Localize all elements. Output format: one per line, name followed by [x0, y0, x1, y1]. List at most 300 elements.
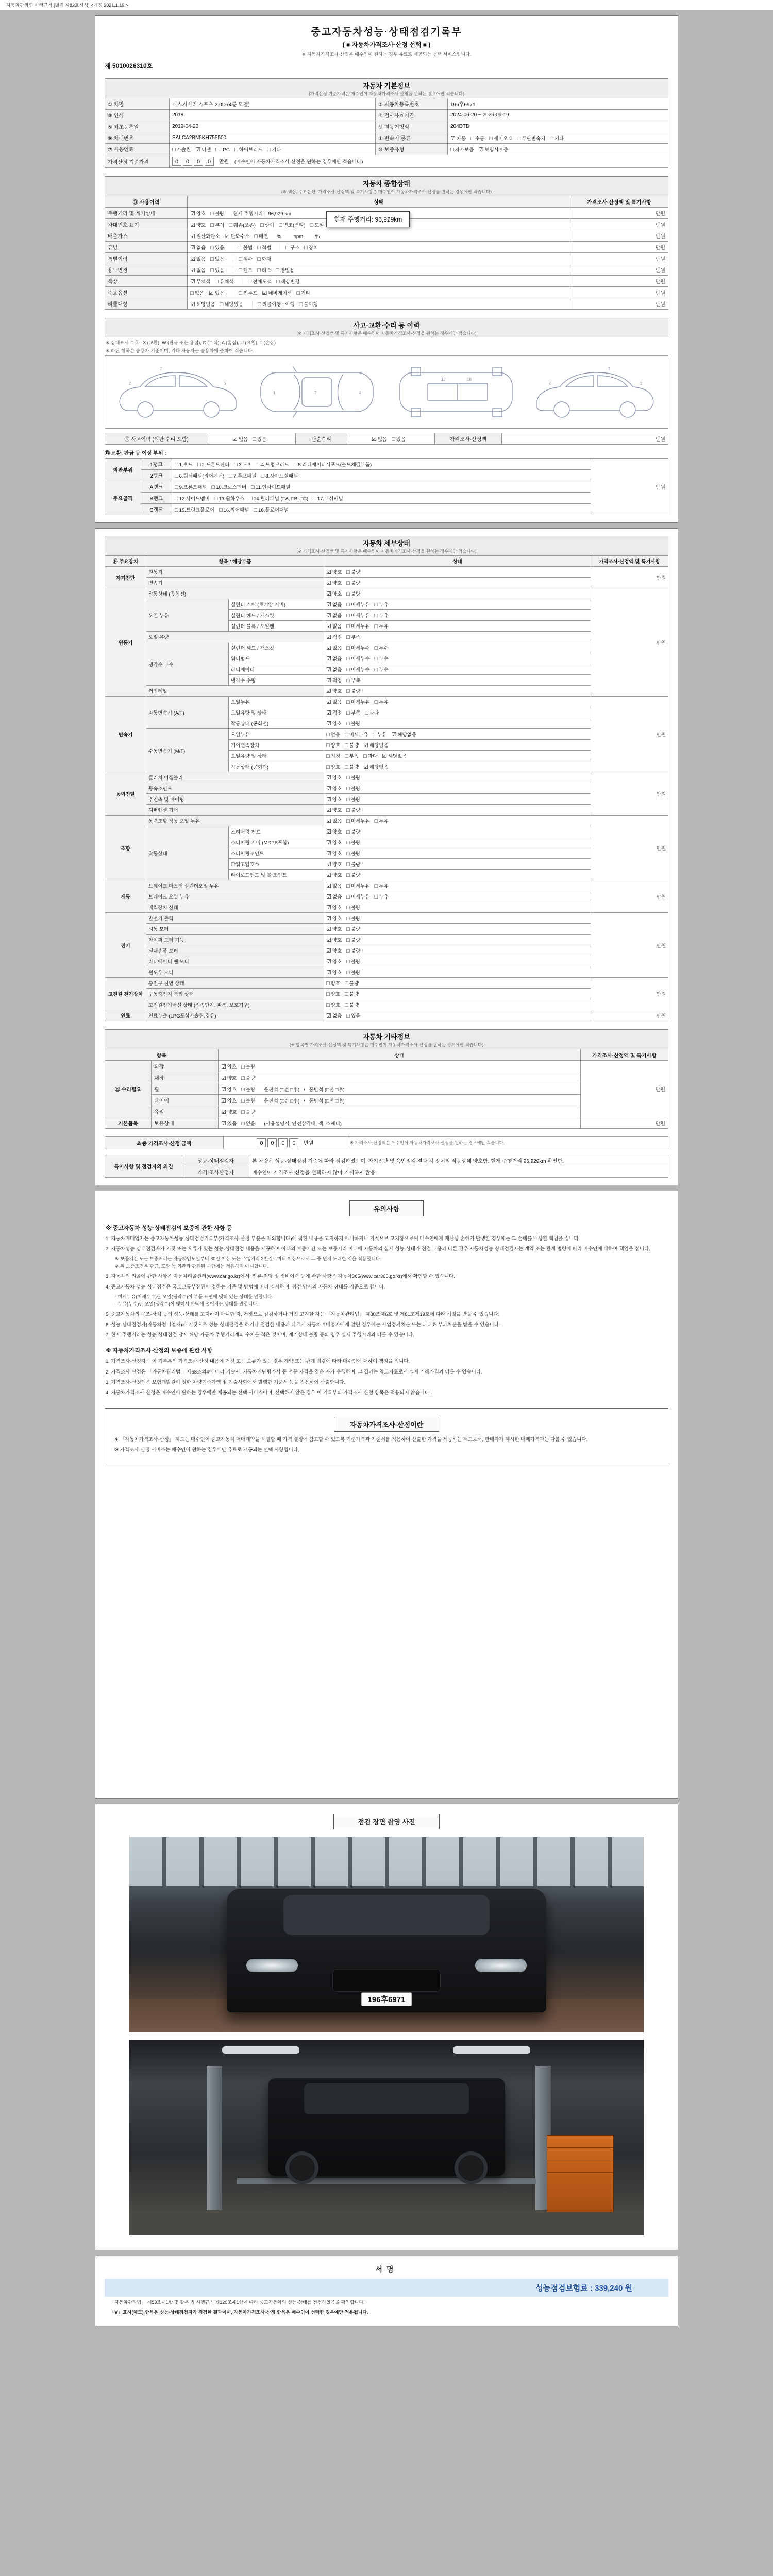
detail-row — [105, 794, 668, 805]
checkbox-glyph: □ — [470, 135, 474, 142]
checkbox-glyph: □ — [346, 623, 350, 630]
inspection-photo-front — [129, 1837, 644, 2032]
item-name: 커먼레일 — [146, 686, 324, 697]
checkbox-unchecked: □ 없음 — [241, 1120, 256, 1127]
etc-item-label: 휠 — [152, 1083, 219, 1095]
rear-wheel-left — [285, 2151, 318, 2184]
checkbox-unchecked: □ 불량 — [345, 1002, 359, 1008]
etc-item-state — [219, 1095, 581, 1106]
item-state — [324, 653, 591, 664]
checkbox-checked: ☑ 없음 — [326, 894, 342, 900]
checkbox-checked: ☑ 없음 — [190, 244, 206, 251]
panel-items — [172, 493, 591, 504]
insurance-fee-amount: 339,240 원 — [595, 2284, 632, 2293]
item-name: 연료누출 (LPG포함가솔린,경유) — [146, 1010, 324, 1021]
item-name: 동력조향 작동 오일 누유 — [146, 816, 324, 826]
checkbox-unchecked: □ 17.대쉬패널 — [313, 495, 343, 502]
checkbox-glyph: ☑ — [326, 580, 331, 586]
checkbox-unchecked: □ 불량 — [241, 1086, 256, 1093]
device-name: 동력전달 — [105, 772, 146, 816]
final-price-table — [105, 1136, 668, 1149]
checkbox-glyph: ☑ — [190, 244, 195, 251]
checkbox-glyph: □ — [346, 883, 350, 889]
usage-history-row — [105, 298, 668, 310]
checkbox-glyph: □ — [392, 436, 395, 443]
checkbox-unchecked: □ 누유 — [374, 613, 389, 619]
col-usage-history: ⑪ 사용이력 — [105, 196, 188, 208]
item-state — [324, 913, 591, 924]
item-state — [324, 859, 591, 870]
checkbox-glyph: □ — [234, 461, 238, 468]
checkbox-glyph: ☑ — [450, 135, 456, 142]
notice-item: 2. 가격조사·산정은 「자동차관리법」 제58조의4에 따라 기술사, 자동차진단평가사 등 전문 자격을 갖춘 자가 수행하며, 그 결과는 참고자료로서 실제 거래가격과 다를 수 있습니다. — [106, 1369, 482, 1375]
vin-label: ⑥ 차대번호 — [105, 132, 170, 144]
item-name: 변속기 — [146, 578, 324, 588]
checkbox-unchecked: □ 기타 — [296, 290, 311, 296]
table-row — [105, 121, 668, 132]
notice-item: 6. 성능·상태점검자(자동차정비업자)가 거짓으로 성능·상태점검을 하거나 점검한 내용과 다르게 자동차매매업자에게 알린 경우에는 사업정지처분 또는 과태료 부과처분을 받을 수 있습니다. — [106, 1321, 500, 1328]
checkbox-glyph: ☑ — [478, 146, 484, 153]
checkbox-glyph: □ — [276, 278, 280, 285]
usage-history-row — [105, 253, 668, 264]
etc-header — [105, 1029, 668, 1049]
detail-row — [105, 697, 668, 707]
checkbox-glyph: ☑ — [326, 916, 331, 922]
notice-item: 1. 가격조사·산정자는 이 기록부의 가격조사·산정 내용에 거짓 또는 오류가 있는 경우 계약 또는 관계 법령에 따라 매수인에 대하여 책임을 집니다. — [106, 1359, 410, 1365]
exchange-row — [105, 493, 668, 504]
checkbox-glyph: ☑ — [326, 818, 331, 824]
checkbox-unchecked: □ 미세누수 — [346, 645, 370, 651]
checkbox-glyph: □ — [346, 667, 350, 673]
item-state — [324, 664, 591, 675]
checkbox-unchecked: □ 불량 — [346, 851, 361, 857]
checkbox-glyph: ☑ — [190, 210, 195, 217]
svg-text:3: 3 — [608, 367, 611, 371]
panel-rank: A랭크 — [141, 481, 172, 493]
inspector-label: 성능·상태점검자 — [182, 1155, 249, 1166]
checkbox-glyph: □ — [261, 472, 265, 479]
checkbox-glyph: □ — [175, 472, 178, 479]
odometer-tooltip: 현재 주행거리: 96,929km — [326, 211, 410, 227]
etc-item-label: 외장 — [152, 1061, 219, 1072]
checkbox-unchecked: □ 양호 — [326, 991, 341, 997]
checkbox-glyph: ☑ — [326, 569, 331, 575]
checkbox-glyph: □ — [326, 764, 330, 770]
checkbox-glyph: □ — [346, 894, 350, 900]
item-name: 고전원전기배선 상태 (접속단자, 피복, 보호기구) — [146, 999, 324, 1010]
col-item: 항목 / 해당부품 — [146, 556, 324, 567]
checkbox-unchecked: □ 4.트렁크리드 — [257, 461, 289, 468]
svg-text:2: 2 — [640, 381, 643, 386]
detail-row — [105, 816, 668, 826]
damage-code-legend: ※ 상태표시 부호 : X (교환), W (판금 또는 용접), C (부식), A (흠집), U (요철), T (손상) — [106, 340, 276, 345]
checkbox-glyph: □ — [374, 894, 378, 900]
sub-item-name: 작동상태 (공회전) — [229, 761, 324, 772]
amount-digit: 0 — [172, 157, 181, 166]
checkbox-glyph: ☑ — [326, 613, 331, 619]
checkbox-unchecked: □ 부족 — [345, 753, 359, 759]
item-state — [324, 978, 591, 989]
device-price: 만원 — [591, 913, 668, 978]
checkbox-glyph: □ — [346, 937, 350, 943]
year-value: 2018 — [170, 110, 376, 121]
notice-item: 7. 현재 주행거리는 성능·상태점검 당시 해당 자동차 주행거리계의 수치를 적은 것이며, 계기상태 불량 등의 경우 실제 주행거리와 다를 수 있습니다. — [106, 1332, 414, 1338]
device-name: 고전원 전기장치 — [105, 978, 146, 1010]
detail-row — [105, 642, 668, 653]
checkbox-checked: ☑ 해당없음 — [363, 742, 389, 749]
checkbox-checked: ☑ 양호 — [326, 591, 342, 597]
checkbox-glyph: □ — [210, 256, 214, 262]
checkbox-glyph: □ — [345, 1002, 348, 1008]
checkbox-glyph: □ — [304, 244, 308, 251]
item-name: 구동축전지 격리 상태 — [146, 989, 324, 999]
row-label: 색상 — [105, 276, 188, 287]
detail-table — [105, 555, 668, 1021]
usage-history-row — [105, 230, 668, 242]
car-diagram-side-left — [113, 361, 242, 423]
checkbox-glyph: □ — [345, 742, 348, 749]
checkbox-unchecked: □ 기타 — [550, 135, 564, 142]
detail-row — [105, 588, 668, 599]
sub-item-name: 스티어링 기어 (MDPS포함) — [229, 837, 324, 848]
detail-row — [105, 567, 668, 578]
checkbox-unchecked: □ 하이브리드 — [234, 146, 263, 153]
device-name: 전기 — [105, 913, 146, 978]
basic-items-extra: (사용설명서, 안전삼각대, 잭, 스패너) — [264, 1121, 342, 1127]
checkbox-unchecked: □ 9.프론트패널 — [175, 484, 207, 490]
checkbox-glyph: ☑ — [326, 591, 331, 597]
car-diagram-side-right — [531, 361, 660, 423]
checkbox-unchecked: □ 미세누유 — [346, 818, 370, 824]
detail-row — [105, 913, 668, 924]
sub-item-name: 작동상태 (공회전) — [229, 718, 324, 729]
document-subtitle-note: ※ 자동차가격조사·산정은 매수인이 원하는 경우 유료로 제공되는 선택 서비스입니다. — [301, 52, 472, 57]
checkbox-unchecked: □ 불량 — [346, 786, 361, 792]
notice-section2-title: ※ 자동차가격조사·산정의 보증에 관한 사항 — [106, 1348, 213, 1354]
checkbox-checked: ☑ 양호 — [221, 1063, 237, 1070]
checkbox-checked: ☑ 양호 — [326, 905, 342, 911]
table-row — [105, 1137, 668, 1149]
device-name: 변속기 — [105, 697, 146, 772]
row-extra-text: 현재 주행거리 : 96,929 km — [233, 211, 291, 217]
checkbox-glyph: □ — [346, 840, 350, 846]
checkbox-checked: ☑ 해당없음 — [382, 753, 407, 759]
basic-info-note: (가격산정 기준가격은 매수인이 자동차가격조사·산정을 원하는 경우에만 적습니다) — [309, 91, 464, 96]
checkbox-glyph: □ — [299, 301, 303, 308]
pricing-info-text-2: ※ 가격조사·산정 서비스는 매수인이 원하는 경우에만 유료로 제공되는 선택 사항입니다. — [114, 1447, 299, 1453]
item-state — [324, 999, 591, 1010]
checkbox-unchecked: □ 미세누수 — [346, 667, 370, 673]
check-group — [190, 266, 229, 274]
basic-items-label: 기본품목 — [105, 1117, 152, 1129]
checkbox-glyph: □ — [276, 267, 279, 274]
checkbox-glyph: □ — [450, 146, 454, 153]
item-state — [324, 870, 591, 880]
checkbox-glyph: □ — [254, 233, 258, 240]
checkbox-unchecked: □ 과다 — [365, 710, 379, 716]
notice-item: 3. 자동차의 리콜에 관한 사항은 자동차리콜센터(www.car.go.kr)에서, 압류·저당 및 정비이력 등에 관한 사항은 자동차365(www.car365.go.kr)에서 확인할 수 있습니다. — [106, 1274, 455, 1280]
checkbox-unchecked: □ 불량 — [346, 872, 361, 878]
detail-row — [105, 772, 668, 783]
checkbox-glyph: □ — [326, 753, 330, 759]
notice-panel — [95, 1191, 678, 1799]
opinion-label: 특이사항 및 점검자의 의견 — [105, 1155, 182, 1178]
checkbox-glyph: □ — [550, 135, 553, 142]
item-state — [324, 848, 591, 859]
item-state — [324, 610, 591, 621]
checkbox-checked: ☑ 없음 — [190, 267, 206, 274]
item-state — [324, 632, 591, 642]
checkbox-checked: ☑ 양호 — [326, 959, 342, 965]
checkbox-unchecked: □ 불량 — [241, 1075, 256, 1081]
pricing-info-text-1: ※ 「자동차가격조사·산정」 제도는 매수인이 중고자동차 매매계약을 체결할 때 가격 결정에 참고할 수 있도록 기준가격과 기준서를 적용하여 산출한 가격을 제공하는 제도로서, 판매자가 제시한 매매가격과는 다를 수 있습니다. — [114, 1437, 588, 1443]
checkbox-checked: ☑ 없음 — [190, 256, 206, 262]
checkbox-checked: ☑ 없음 — [326, 645, 342, 651]
reg-no-label: ② 자동차등록번호 — [376, 98, 448, 110]
usage-history-row — [105, 242, 668, 253]
check-group — [190, 232, 273, 240]
checkbox-glyph: ☑ — [221, 1097, 226, 1104]
sub-item-name: 오일누유 — [229, 729, 324, 740]
base-price-unit: 만원 — [219, 159, 229, 165]
workshop-floor — [129, 2210, 644, 2235]
checkbox-unchecked: □ 누유 — [374, 894, 389, 900]
row-price: 만원 — [570, 287, 668, 298]
check-group — [233, 255, 276, 262]
checkbox-unchecked: □ 불량 — [346, 591, 361, 597]
checkbox-checked: ☑ 양호 — [326, 861, 342, 868]
checkbox-unchecked: □ LPG — [215, 146, 230, 153]
table-header-row — [105, 196, 668, 208]
table-row — [105, 132, 668, 144]
checkbox-glyph: □ — [346, 569, 350, 575]
final-price-value — [224, 1137, 347, 1149]
inspection-photo-lift — [129, 2040, 644, 2235]
item-state — [324, 751, 591, 761]
checkbox-glyph: □ — [373, 732, 377, 738]
checkbox-unchecked: □ 누유 — [373, 732, 387, 738]
checkbox-glyph: ☑ — [326, 905, 331, 911]
checkbox-glyph: ☑ — [371, 436, 377, 443]
checkbox-glyph: □ — [172, 146, 176, 153]
accident-title: 사고·교환·수리 등 이력 — [353, 321, 420, 329]
notice-subitem: - 미세누유(미세누수)란 오일(냉각수)이 부품 표면에 맺혀 있는 상태를 말합니다. — [115, 1294, 274, 1299]
checkbox-glyph: ☑ — [326, 829, 331, 835]
row-price: 만원 — [570, 242, 668, 253]
final-price-note: ※ 가격조사·산정액은 매수인이 자동차가격조사·산정을 원하는 경우에만 적습니다. — [347, 1137, 668, 1149]
item-name: 작동상태 — [146, 826, 229, 880]
device-price: 만원 — [591, 772, 668, 816]
car-name-value: 디스커버리 스포츠 2.0D (4륜 모델) — [170, 98, 376, 110]
fuel-checks — [170, 144, 376, 155]
checkbox-glyph: □ — [346, 677, 350, 684]
item-state — [324, 707, 591, 718]
checkbox-glyph: ☑ — [391, 732, 397, 738]
transmission-label: ⑧ 변속기 종류 — [376, 132, 448, 144]
checkbox-unchecked: □ 불량 — [346, 905, 361, 911]
item-state — [324, 761, 591, 772]
checkbox-glyph: □ — [346, 829, 350, 835]
checkbox-unchecked: □ 렌트 — [239, 267, 253, 274]
notice-section1-title: ※ 중고자동차 성능·상태점검의 보증에 관한 사항 등 — [106, 1225, 232, 1231]
checkbox-glyph: □ — [346, 602, 350, 608]
checkbox-glyph: □ — [374, 613, 378, 619]
checkbox-unchecked: □ 12.사이드멤버 — [175, 495, 210, 502]
item-name: 디퍼렌셜 기어 — [146, 805, 324, 816]
notice-subitem: - 누유(누수)란 오일(냉각수)이 맺혀서 바닥에 떨어지는 상태를 말합니다. — [115, 1301, 259, 1307]
item-name: 배력장치 상태 — [146, 902, 324, 913]
checkbox-glyph: □ — [214, 495, 218, 502]
checkbox-unchecked: □ 색상변경 — [276, 278, 300, 285]
checkbox-glyph: □ — [374, 883, 378, 889]
table-row — [105, 433, 668, 445]
item-state — [324, 989, 591, 999]
item-name: 자동변속기 (A/T) — [146, 697, 229, 729]
col-etc-price: 가격조사·산정액 및 특기사항 — [581, 1049, 668, 1061]
panel-category: 외판부위 — [105, 459, 141, 481]
checkbox-glyph: □ — [374, 645, 378, 651]
checkbox-unchecked: □ 불량 — [346, 569, 361, 575]
checkbox-glyph: □ — [257, 256, 261, 262]
amount-digit: 0 — [205, 157, 214, 166]
checkbox-glyph: □ — [365, 710, 368, 716]
detail-row — [105, 826, 668, 837]
sub-item-name: 스티어링조인트 — [229, 848, 324, 859]
checkbox-glyph: ☑ — [326, 807, 331, 814]
etc-item-state — [219, 1072, 581, 1083]
base-price-value — [170, 155, 668, 168]
car-front-view — [227, 1889, 546, 2012]
checkbox-glyph: □ — [346, 786, 350, 792]
detail-row — [105, 999, 668, 1010]
checkbox-checked: ☑ 양호 — [326, 569, 342, 575]
checkbox-glyph: ☑ — [326, 602, 331, 608]
headlight-right — [475, 1959, 527, 1972]
checkbox-glyph: ☑ — [326, 699, 331, 705]
checkbox-checked: ☑ 없음 — [326, 667, 342, 673]
row-label: 차대번호 표기 — [105, 219, 188, 230]
item-state — [324, 945, 591, 956]
checkbox-glyph: ☑ — [209, 290, 214, 296]
etc-title: 자동차 기타정보 — [363, 1033, 410, 1041]
item-name: 추진축 및 베어링 — [146, 794, 324, 805]
row-price: 만원 — [570, 253, 668, 264]
insurance-fee-bar — [105, 2279, 668, 2297]
workshop-windows — [129, 1837, 644, 1886]
checkbox-glyph: □ — [175, 484, 178, 490]
signature-title: 서명 — [375, 2265, 398, 2274]
photos-title: 점검 장면 촬영 사진 — [333, 1814, 439, 1829]
accident-price-value: 만원 — [502, 433, 668, 445]
etc-table — [105, 1049, 668, 1129]
checkbox-unchecked: □ 10.크로스멤버 — [211, 484, 247, 490]
checkbox-unchecked: □ 불량 — [346, 937, 361, 943]
checkbox-glyph: □ — [346, 613, 350, 619]
item-name: 작동상태 (공회전) — [146, 588, 324, 599]
etc-item-label: 타이어 — [152, 1095, 219, 1106]
checkbox-checked: ☑ 양호 — [190, 222, 206, 228]
checkbox-checked: ☑ 양호 — [190, 210, 206, 217]
checkbox-glyph: ☑ — [190, 233, 195, 240]
check-group — [190, 278, 239, 285]
checkbox-glyph: □ — [346, 591, 350, 597]
checkbox-glyph: □ — [346, 916, 350, 922]
checkbox-glyph: □ — [313, 495, 316, 502]
checkbox-checked: ☑ 없음 — [232, 436, 248, 443]
checkbox-unchecked: □ 불량 — [346, 775, 361, 781]
notice-item: 5. 중고자동차의 구조·장치 등의 성능·상태를 고지하지 아니한 자, 거짓으로 점검하거나 거짓 고지한 자는 「자동차관리법」 제80조제6호 및 제81조제19호에 따라 처벌을 받을 수 있습니다. — [106, 1311, 500, 1317]
checkbox-glyph: □ — [241, 1109, 245, 1115]
sub-item-name: 타이로드엔드 및 볼 조인트 — [229, 870, 324, 880]
checkbox-glyph: ☑ — [326, 959, 331, 965]
fuel-label: ⑦ 사용연료 — [105, 144, 170, 155]
sub-item-name: 워터펌프 — [229, 653, 324, 664]
row-state — [188, 287, 570, 298]
notice-title: 유의사항 — [349, 1200, 424, 1216]
tool-drawer — [547, 2136, 613, 2148]
checkbox-checked: ☑ 양호 — [326, 807, 342, 814]
checkbox-glyph: □ — [175, 495, 178, 502]
checkbox-unchecked: □ 불량 — [346, 926, 361, 933]
detail-row — [105, 924, 668, 935]
usage-history-row — [105, 276, 668, 287]
item-state — [324, 794, 591, 805]
basic-items-state — [219, 1117, 581, 1129]
checkbox-glyph: ☑ — [382, 753, 387, 759]
detail-panel — [95, 528, 678, 1185]
panel-items — [172, 470, 591, 481]
item-state — [324, 642, 591, 653]
checkbox-checked: ☑ 양호 — [326, 872, 342, 878]
diagram-note-legend: ※ 하단 항목은 승용차 기준이며, 기타 자동차는 승용차에 준하여 적습니다. — [106, 348, 254, 353]
checkbox-glyph: □ — [278, 222, 282, 228]
checkbox-glyph: ☑ — [221, 1075, 226, 1081]
pricing-info-box — [105, 1408, 668, 1464]
checkbox-unchecked: □ 불량 — [345, 742, 359, 749]
checkbox-glyph: ☑ — [190, 301, 195, 308]
row-price: 만원 — [570, 208, 668, 219]
warranty-checks — [448, 144, 668, 155]
checkbox-glyph: □ — [215, 278, 219, 285]
checkbox-glyph: □ — [239, 244, 242, 251]
device-price: 만원 — [591, 978, 668, 1010]
row-price: 만원 — [570, 298, 668, 310]
checkbox-unchecked: □ 적법 — [257, 244, 272, 251]
panel-rank: 2랭크 — [141, 470, 172, 481]
headlight-left — [246, 1959, 298, 1972]
row-label: 특별이력 — [105, 253, 188, 264]
item-state — [324, 956, 591, 967]
checkbox-glyph: ☑ — [326, 721, 331, 727]
checkbox-unchecked: □ 불량 — [346, 959, 361, 965]
checkbox-glyph: □ — [374, 699, 378, 705]
exchange-row — [105, 459, 668, 470]
checkbox-glyph: □ — [241, 1097, 245, 1104]
checkbox-unchecked: □ 누수 — [374, 667, 389, 673]
checkbox-unchecked: □ 있음 — [210, 256, 225, 262]
basic-items-row — [105, 1117, 668, 1129]
row-state — [188, 230, 570, 242]
document-number: 제 5010026310호 — [105, 62, 153, 70]
detail-row — [105, 729, 668, 740]
accident-note: (※ 가격조사·산정액 및 특기사항은 매수인이 자동차가격조사·산정을 원하는 경우에만 적습니다) — [296, 331, 477, 336]
checkbox-glyph: □ — [346, 656, 350, 662]
checkbox-glyph: ☑ — [326, 970, 331, 976]
panel-rank: B랭크 — [141, 493, 172, 504]
checkbox-glyph: □ — [346, 926, 350, 933]
etc-note: (※ 항목별 가격조사·산정액 및 특기사항은 매수인이 자동차가격조사·산정을 원하는 경우에만 적습니다) — [289, 1042, 484, 1047]
checkbox-glyph: □ — [346, 721, 350, 727]
